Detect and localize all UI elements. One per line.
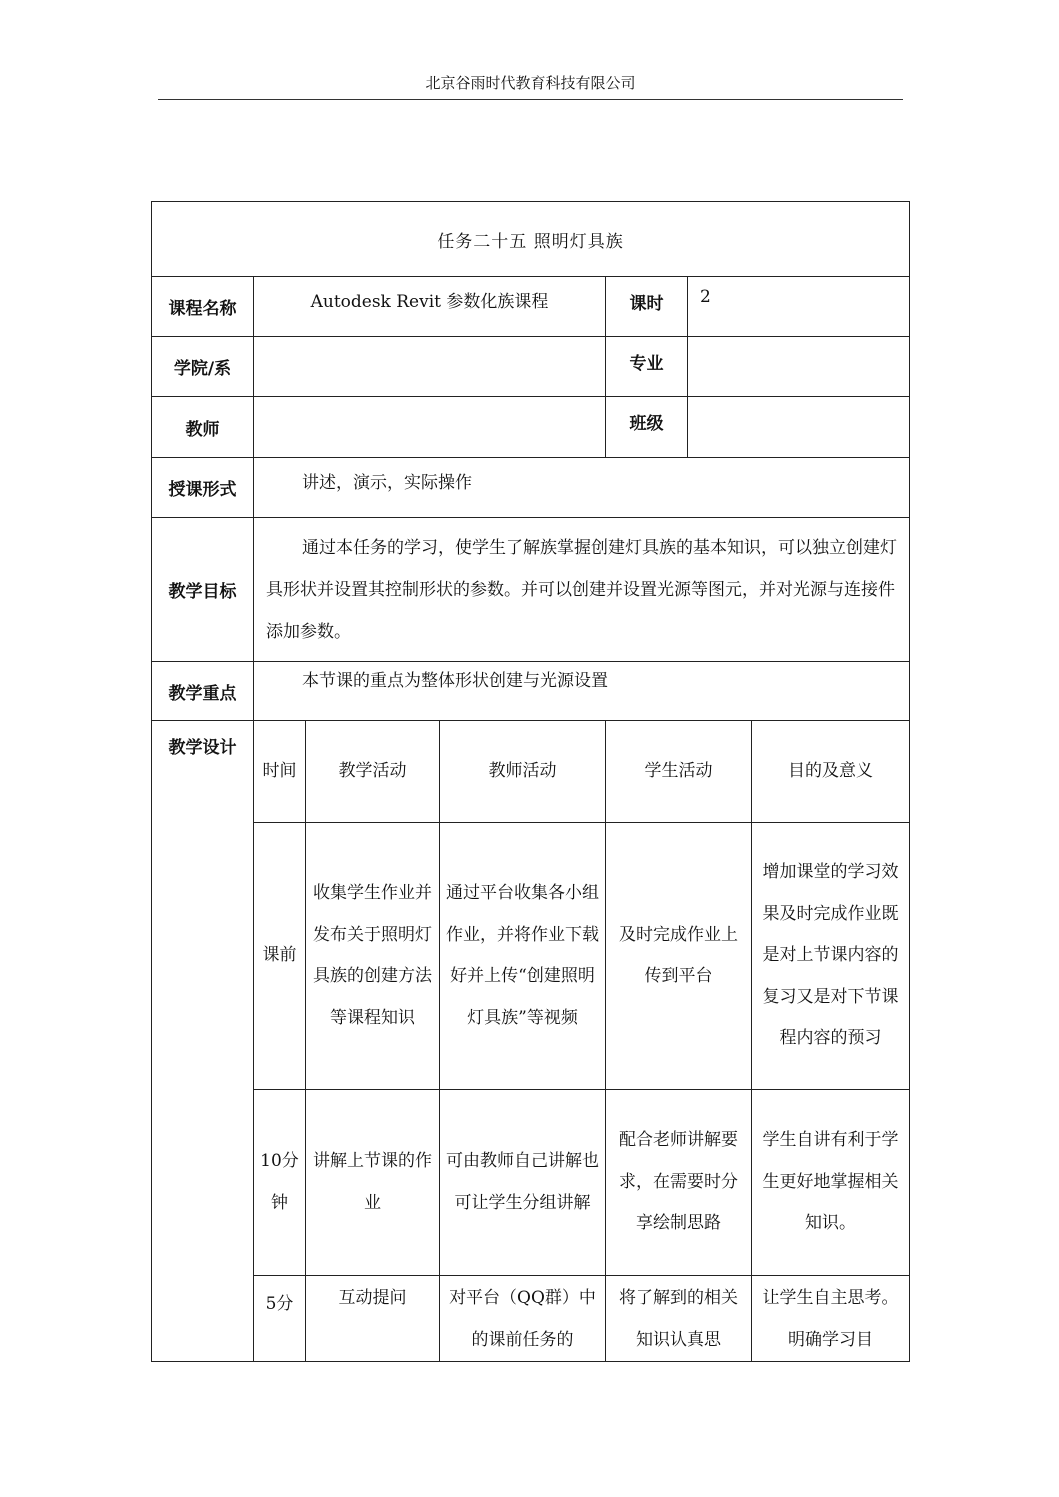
college-label: 学院/系 [152, 337, 254, 397]
table-row [152, 1090, 910, 1276]
hours-value: 2 [688, 277, 910, 337]
focus-label: 教学重点 [152, 662, 254, 721]
design-teacher: 通过平台收集各小组作业，并将作业下载好并上传“创建照明灯具族”等视频 [440, 823, 606, 1090]
table-row [152, 823, 910, 1090]
design-header-student: 学生活动 [606, 721, 752, 823]
hours-label: 课时 [606, 277, 688, 337]
table-row [152, 1276, 910, 1362]
design-purpose: 增加课堂的学习效果及时完成作业既是对上节课内容的复习又是对下节课程内容的预习 [752, 823, 910, 1090]
form-label: 授课形式 [152, 458, 254, 518]
design-student: 配合老师讲解要求，在需要时分享绘制思路 [606, 1090, 752, 1276]
class-label: 班级 [606, 397, 688, 458]
design-time: 5分 [254, 1276, 306, 1362]
form-value: 讲述，演示，实际操作 [254, 458, 910, 518]
design-activity: 讲解上节课的作业 [306, 1090, 440, 1276]
design-teacher: 对平台（QQ群）中的课前任务的 [440, 1276, 606, 1362]
design-student: 将了解到的相关知识认真思 [606, 1276, 752, 1362]
design-header-teacher: 教师活动 [440, 721, 606, 823]
design-header-time: 时间 [254, 721, 306, 823]
design-time: 10分钟 [254, 1090, 306, 1276]
goal-text: 通过本任务的学习，使学生了解族掌握创建灯具族的基本知识，可以独立创建灯具形状并设置其控制形状的参数。并可以创建并设置光源等图元，并对光源与连接件添加参数。 [266, 537, 897, 642]
design-time: 课前 [254, 823, 306, 1090]
goal-label: 教学目标 [152, 518, 254, 662]
design-teacher: 可由教师自己讲解也可让学生分组讲解 [440, 1090, 606, 1276]
college-value [254, 337, 606, 397]
lesson-plan-table [151, 201, 910, 1362]
course-name-value: Autodesk Revit 参数化族课程 [254, 277, 606, 337]
design-purpose: 让学生自主思考。明确学习目 [752, 1276, 910, 1362]
design-label: 教学设计 [152, 721, 254, 1362]
course-name-label: 课程名称 [152, 277, 254, 337]
header-company: 北京谷雨时代教育科技有限公司 [425, 74, 636, 92]
page-title: 任务二十五 照明灯具族 [152, 202, 910, 277]
major-label: 专业 [606, 337, 688, 397]
class-value [688, 397, 910, 458]
design-activity: 收集学生作业并发布关于照明灯具族的创建方法等课程知识 [306, 823, 440, 1090]
design-header-purpose: 目的及意义 [752, 721, 910, 823]
teacher-label: 教师 [152, 397, 254, 458]
teacher-value [254, 397, 606, 458]
major-value [688, 337, 910, 397]
design-activity: 互动提问 [306, 1276, 440, 1362]
focus-value: 本节课的重点为整体形状创建与光源设置 [254, 662, 910, 721]
goal-value [254, 518, 910, 662]
design-header-activity: 教学活动 [306, 721, 440, 823]
header-rule [158, 99, 903, 100]
design-student: 及时完成作业上传到平台 [606, 823, 752, 1090]
design-purpose: 学生自讲有利于学生更好地掌握相关知识。 [752, 1090, 910, 1276]
